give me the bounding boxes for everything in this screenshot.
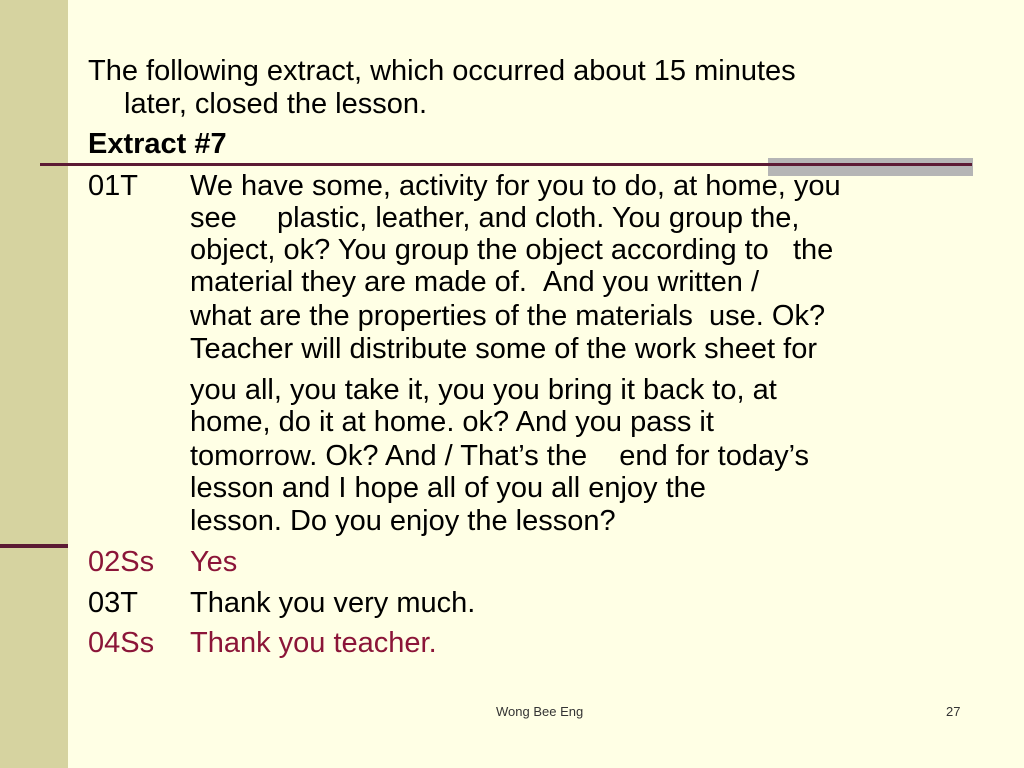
- speaker-code-01T: 01T: [88, 170, 138, 202]
- footer-author: Wong Bee Eng: [496, 704, 584, 719]
- slide-number: 27: [946, 704, 961, 719]
- speaker-code-02Ss: 02Ss: [88, 546, 155, 578]
- utterance-01T-line-8: home, do it at home. ok? And you pass it: [190, 406, 714, 438]
- side-rule: [0, 544, 68, 548]
- utterance-01T-line-2: see plastic, leather, and cloth. You group the,: [190, 202, 800, 234]
- utterance-01T-line-1: We have some, activity for you to do, at home, you: [190, 170, 841, 202]
- utterance-01T-line-5: what are the properties of the materials use. Ok?: [190, 300, 826, 332]
- utterance-01T-line-7: you all, you take it, you you bring it back to, at: [190, 374, 777, 406]
- utterance-01T-line-4: material they are made of. And you written /: [190, 266, 759, 298]
- utterance-01T-line-11: lesson. Do you enjoy the lesson?: [190, 505, 616, 537]
- utterance-03T: Thank you very much.: [190, 587, 476, 619]
- title-rule: [40, 163, 972, 166]
- utterance-01T-line-10: lesson and I hope all of you all enjoy the: [190, 472, 706, 504]
- utterance-01T-line-9: tomorrow. Ok? And / That’s the end for today’s: [190, 440, 810, 472]
- speaker-code-04Ss: 04Ss: [88, 627, 155, 659]
- intro-line-2: later, closed the lesson.: [124, 88, 428, 120]
- utterance-01T-line-6: Teacher will distribute some of the work sheet for: [190, 333, 817, 365]
- side-bar: [0, 0, 68, 768]
- speaker-code-03T: 03T: [88, 587, 138, 619]
- utterance-04Ss: Thank you teacher.: [190, 627, 437, 659]
- intro-line-1: The following extract, which occurred about 15 minutes: [88, 55, 796, 87]
- utterance-02Ss: Yes: [190, 546, 238, 578]
- extract-heading: Extract #7: [88, 128, 227, 160]
- utterance-01T-line-3: object, ok? You group the object according to the: [190, 234, 834, 266]
